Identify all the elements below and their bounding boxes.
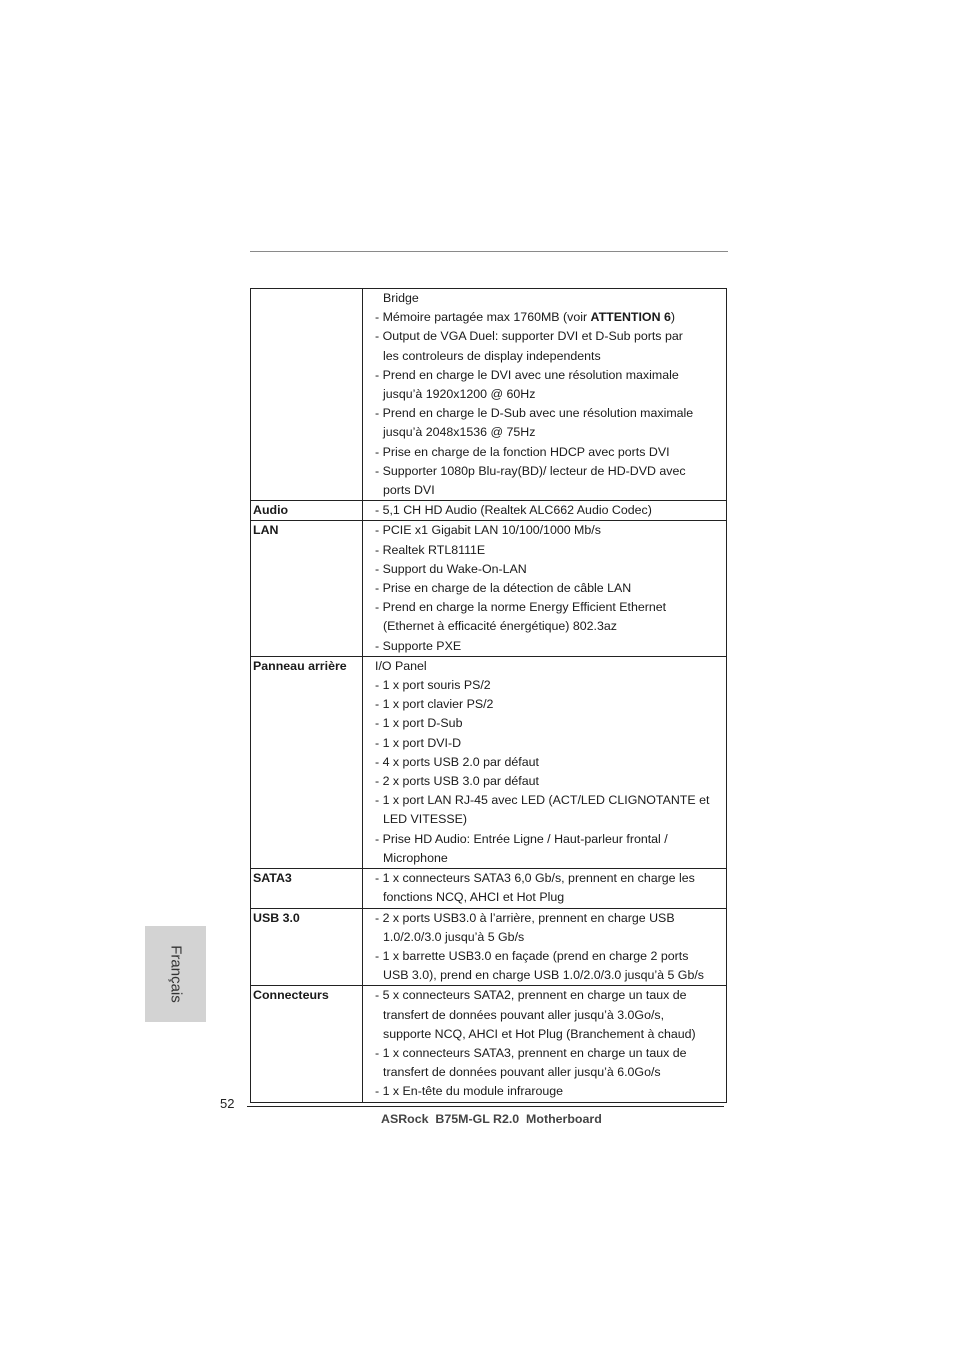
spec-line-text: jusqu’à 1920x1200 @ 60Hz bbox=[383, 387, 536, 402]
spec-line bbox=[375, 443, 724, 462]
spec-line-text: - Prise en charge de la détection de câble LAN bbox=[375, 581, 632, 596]
spec-line-text: (Ethernet à efficacité énergétique) 802.3az bbox=[383, 619, 617, 634]
spec-row bbox=[251, 908, 727, 986]
spec-line bbox=[375, 366, 724, 385]
spec-line-text: - Prise HD Audio: Entrée Ligne / Haut-parleur frontal / bbox=[375, 831, 668, 846]
spec-line-suffix: ) bbox=[670, 310, 675, 325]
spec-line-text: - Prend en charge le DVI avec une résolution maximale bbox=[375, 367, 679, 382]
spec-content bbox=[363, 986, 727, 1102]
spec-label: USB 3.0 bbox=[251, 908, 363, 986]
page-number: 52 bbox=[220, 1096, 235, 1111]
spec-line-text: - 1 x connecteurs SATA3, prennent en charge un taux de bbox=[375, 1045, 687, 1060]
spec-line-text: - 1 x port DVI-D bbox=[375, 735, 462, 750]
footer-product-name: ASRock B75M-GL R2.0 Motherboard bbox=[381, 1112, 602, 1126]
spec-line-text: - Mémoire partagée max 1760MB (voir bbox=[375, 310, 591, 325]
spec-line-text: - Supporte PXE bbox=[375, 638, 462, 653]
spec-line bbox=[375, 289, 724, 308]
language-tab bbox=[145, 926, 206, 1022]
spec-line bbox=[375, 1082, 724, 1101]
spec-line bbox=[375, 810, 724, 829]
spec-label: SATA3 bbox=[251, 869, 363, 908]
spec-line bbox=[375, 714, 724, 733]
spec-line-text: - 1 x port clavier PS/2 bbox=[375, 697, 494, 712]
spec-line-text: - 5,1 CH HD Audio (Realtek ALC662 Audio Codec) bbox=[375, 503, 652, 518]
spec-line bbox=[375, 347, 724, 366]
spec-line-text: - Prend en charge la norme Energy Efficient Ethernet bbox=[375, 600, 667, 615]
spec-line-text: supporte NCQ, AHCI et Hot Plug (Branchement à chaud) bbox=[383, 1026, 696, 1041]
spec-line bbox=[375, 423, 724, 442]
spec-line bbox=[375, 888, 724, 907]
spec-line bbox=[375, 462, 724, 481]
spec-line bbox=[375, 791, 724, 810]
spec-line bbox=[375, 327, 724, 346]
spec-line-text: - 1 x port D-Sub bbox=[375, 716, 463, 731]
spec-line bbox=[375, 830, 724, 849]
spec-line-text: - 4 x ports USB 2.0 par défaut bbox=[375, 754, 539, 769]
spec-line-emphasis: ATTENTION 6 bbox=[590, 310, 671, 325]
footer-rule bbox=[247, 1106, 724, 1107]
spec-line bbox=[375, 541, 724, 560]
spec-line-text: fonctions NCQ, AHCI et Hot Plug bbox=[383, 890, 565, 905]
spec-line bbox=[375, 986, 724, 1005]
spec-line-text: - Realtek RTL8111E bbox=[375, 542, 486, 557]
spec-line bbox=[375, 928, 724, 947]
spec-line-text: les controleurs de display independents bbox=[383, 348, 601, 363]
spec-label: Panneau arrière bbox=[251, 656, 363, 868]
spec-line bbox=[375, 753, 724, 772]
spec-line bbox=[375, 947, 724, 966]
spec-line-text: - 1 x En-tête du module infrarouge bbox=[375, 1084, 564, 1099]
spec-row bbox=[251, 501, 727, 521]
spec-content bbox=[363, 521, 727, 656]
spec-content bbox=[363, 869, 727, 908]
spec-line-text: transfert de données pouvant aller jusqu’à 6.0Go/s bbox=[383, 1065, 661, 1080]
spec-label: LAN bbox=[251, 521, 363, 656]
spec-label bbox=[251, 289, 363, 501]
spec-line bbox=[375, 772, 724, 791]
spec-line bbox=[375, 501, 724, 520]
spec-line-text: - 1 x barrette USB3.0 en façade (prend en charge 2 ports bbox=[375, 948, 689, 963]
spec-line-text: jusqu’à 2048x1536 @ 75Hz bbox=[383, 425, 536, 440]
spec-line-text: transfert de données pouvant aller jusqu’à 3.0Go/s, bbox=[383, 1007, 665, 1022]
spec-line-text: - 2 x ports USB3.0 à l’arrière, prennent en charge USB bbox=[375, 910, 675, 925]
spec-line-text: - 1 x port souris PS/2 bbox=[375, 678, 491, 693]
spec-label: Connecteurs bbox=[251, 986, 363, 1102]
spec-line bbox=[375, 676, 724, 695]
spec-line bbox=[375, 734, 724, 753]
spec-line-text: - Support du Wake-On-LAN bbox=[375, 561, 527, 576]
spec-row bbox=[251, 986, 727, 1102]
spec-row bbox=[251, 289, 727, 501]
spec-line-text: - 2 x ports USB 3.0 par défaut bbox=[375, 774, 539, 789]
language-label: Français bbox=[167, 945, 184, 1003]
spec-line bbox=[375, 849, 724, 868]
spec-line bbox=[375, 1025, 724, 1044]
spec-content bbox=[363, 289, 727, 501]
spec-line bbox=[375, 579, 724, 598]
spec-table bbox=[250, 288, 727, 1103]
spec-line-text: I/O Panel bbox=[375, 658, 427, 673]
spec-line bbox=[375, 637, 724, 656]
spec-line-text: ports DVI bbox=[383, 483, 435, 498]
spec-row bbox=[251, 656, 727, 868]
spec-line-text: - 1 x port LAN RJ-45 avec LED (ACT/LED CLIGNOTANTE et bbox=[375, 793, 710, 808]
spec-line bbox=[375, 598, 724, 617]
spec-content bbox=[363, 656, 727, 868]
spec-line bbox=[375, 617, 724, 636]
spec-line bbox=[375, 560, 724, 579]
spec-line-text: - PCIE x1 Gigabit LAN 10/100/1000 Mb/s bbox=[375, 523, 601, 538]
spec-line-text: - 1 x connecteurs SATA3 6,0 Gb/s, prennent en charge les bbox=[375, 871, 695, 886]
spec-row bbox=[251, 521, 727, 656]
spec-line bbox=[375, 869, 724, 888]
spec-label: Audio bbox=[251, 501, 363, 521]
spec-line-text: LED VITESSE) bbox=[383, 812, 468, 827]
spec-line-text: Microphone bbox=[383, 850, 448, 865]
spec-line bbox=[375, 1063, 724, 1082]
spec-line bbox=[375, 657, 724, 676]
spec-line-text: Bridge bbox=[383, 291, 419, 305]
spec-line bbox=[375, 1006, 724, 1025]
spec-line-text: - Output de VGA Duel: supporter DVI et D-Sub ports par bbox=[375, 329, 683, 344]
spec-line-text: 1.0/2.0/3.0 jusqu’à 5 Gb/s bbox=[383, 929, 525, 944]
spec-line-text: USB 3.0), prend en charge USB 1.0/2.0/3.0 jusqu’à 5 Gb/s bbox=[383, 968, 704, 983]
spec-line bbox=[375, 521, 724, 540]
spec-row bbox=[251, 869, 727, 908]
spec-line-text: - Prend en charge le D-Sub avec une résolution maximale bbox=[375, 406, 694, 421]
spec-content bbox=[363, 908, 727, 986]
spec-line-text: - Prise en charge de la fonction HDCP avec ports DVI bbox=[375, 444, 670, 459]
spec-table-body bbox=[251, 289, 727, 1103]
spec-line bbox=[375, 385, 724, 404]
spec-line bbox=[375, 966, 724, 985]
spec-line bbox=[375, 1044, 724, 1063]
spec-content bbox=[363, 501, 727, 521]
spec-line bbox=[375, 909, 724, 928]
spec-line-text: - 5 x connecteurs SATA2, prennent en charge un taux de bbox=[375, 988, 687, 1003]
spec-line bbox=[375, 481, 724, 500]
spec-line bbox=[375, 404, 724, 423]
spec-line-text: - Supporter 1080p Blu-ray(BD)/ lecteur de HD-DVD avec bbox=[375, 463, 686, 478]
header-rule bbox=[250, 251, 728, 252]
spec-line bbox=[375, 695, 724, 714]
spec-line bbox=[375, 308, 724, 327]
